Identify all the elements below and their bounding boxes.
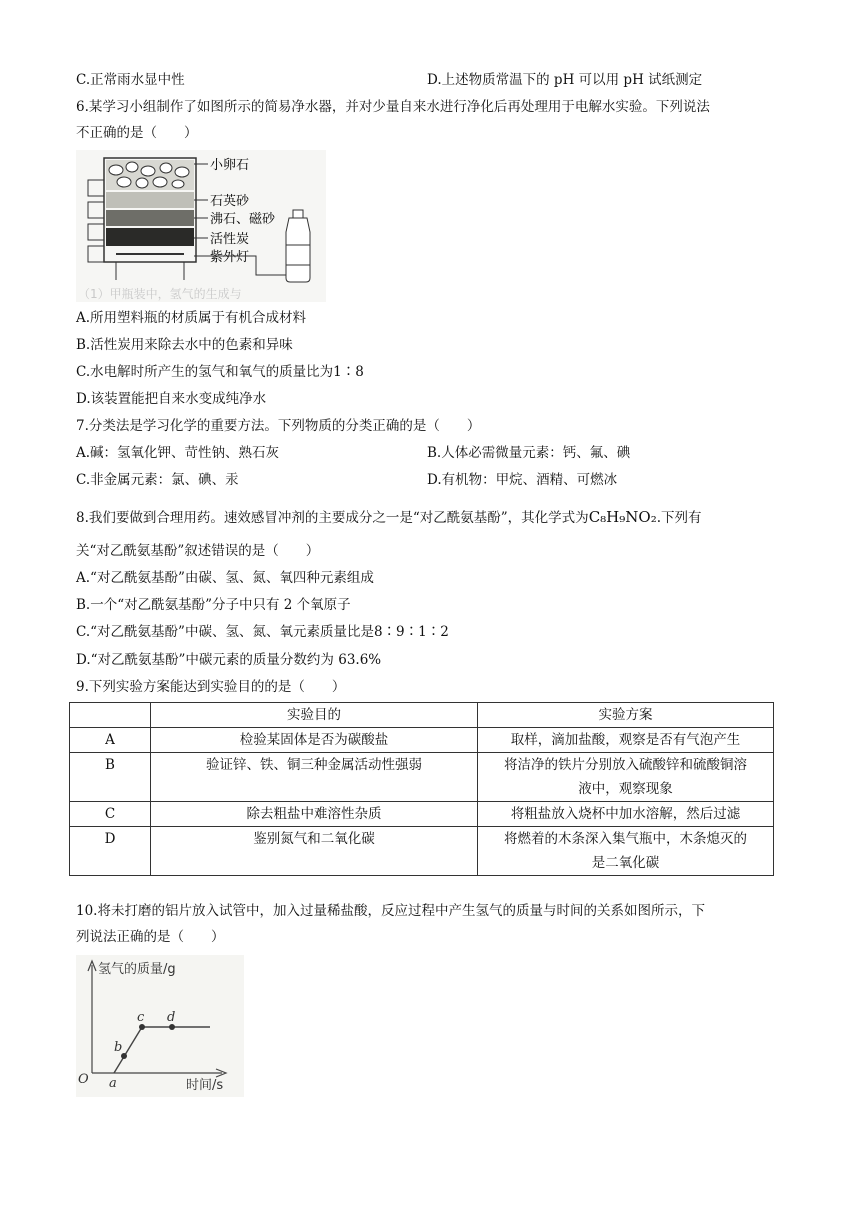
figure-watermark: （1）甲瓶装中，氢气的生成与 bbox=[78, 287, 242, 301]
row-purpose: 除去粗盐中难溶性杂质 bbox=[151, 802, 478, 827]
label-c: c bbox=[137, 1010, 145, 1025]
q7-stem: 7.分类法是学习化学的重要方法。下列物质的分类正确的是（ ） bbox=[76, 418, 481, 434]
q6-option-b: B.活性炭用来除去水中的色素和异味 bbox=[76, 337, 293, 353]
origin-label: O bbox=[78, 1072, 89, 1087]
q8-formula: C₈H₉NO₂ bbox=[588, 508, 657, 526]
q8-option-b: B.一个“对乙酰氨基酚”分子中只有 2 个氧原子 bbox=[76, 597, 351, 613]
water-purifier-figure bbox=[76, 150, 326, 302]
label-uv-lamp: 紫外灯 bbox=[210, 250, 250, 265]
label-activated-carbon: 活性炭 bbox=[210, 232, 250, 247]
q8-stem-text-b: .下列有 bbox=[656, 510, 702, 526]
label-a: a bbox=[109, 1076, 117, 1091]
q5-option-c: C.正常雨水显中性 bbox=[76, 72, 185, 88]
row-plan-line: 是二氧化碳 bbox=[591, 855, 660, 871]
row-label: C bbox=[70, 802, 151, 827]
y-axis-label: 氢气的质量/g bbox=[98, 962, 176, 977]
q9-stem: 9.下列实验方案能达到实验目的的是（ ） bbox=[76, 679, 346, 695]
table-header-label bbox=[70, 703, 151, 728]
q6-option-a: A.所用塑料瓶的材质属于有机合成材料 bbox=[76, 310, 307, 326]
q8-option-d: D.“对乙酰氨基酚”中碳元素的质量分数约为 63.6% bbox=[76, 652, 382, 668]
table-row bbox=[70, 802, 774, 827]
table-header-purpose: 实验目的 bbox=[151, 703, 478, 728]
plastic-bottle-icon bbox=[286, 210, 310, 282]
q7-option-a: A.碱：氢氧化钾、苛性钠、熟石灰 bbox=[76, 445, 280, 461]
table-row bbox=[70, 728, 774, 753]
q5-option-d: D.上述物质常温下的 pH 可以用 pH 试纸测定 bbox=[427, 72, 703, 88]
q6-stem-line2: 不正确的是（ ） bbox=[76, 125, 198, 141]
q6-option-d: D.该装置能把自来水变成纯净水 bbox=[76, 391, 267, 407]
label-d: d bbox=[167, 1010, 176, 1025]
q8-stem-line1 bbox=[76, 507, 702, 528]
table-header-row bbox=[70, 703, 774, 728]
row-plan bbox=[478, 827, 774, 876]
row-label: D bbox=[70, 827, 151, 876]
q10-stem-line1: 10.将未打磨的铝片放入试管中，加入过量稀盐酸，反应过程中产生氢气的质量与时间的关系如图所示，下 bbox=[76, 903, 705, 919]
row-label: A bbox=[70, 728, 151, 753]
label-pebbles: 小卵石 bbox=[210, 158, 250, 173]
q8-option-c: C.“对乙酰氨基酚”中碳、氢、氮、氧元素质量比是8∶9∶1∶2 bbox=[76, 624, 449, 640]
row-purpose: 检验某固体是否为碳酸盐 bbox=[151, 728, 478, 753]
row-plan-line: 将洁净的铁片分别放入硫酸锌和硫酸铜溶 bbox=[504, 757, 747, 773]
table-row bbox=[70, 827, 774, 876]
q6-option-c: C.水电解时所产生的氢气和氧气的质量比为1∶8 bbox=[76, 364, 364, 380]
label-quartz-sand: 石英砂 bbox=[210, 194, 250, 209]
label-zeolite: 沸石、磁砂 bbox=[210, 212, 276, 227]
row-plan: 将粗盐放入烧杯中加水溶解，然后过滤 bbox=[478, 802, 774, 827]
label-b: b bbox=[114, 1040, 123, 1055]
q10-stem-line2: 列说法正确的是（ ） bbox=[76, 929, 225, 945]
q7-option-b: B.人体必需微量元素：钙、氟、碘 bbox=[427, 445, 631, 461]
x-axis-label: 时间/s bbox=[186, 1078, 224, 1093]
hydrogen-mass-graph bbox=[76, 955, 244, 1097]
row-purpose: 验证锌、铁、铜三种金属活动性强弱 bbox=[151, 753, 478, 802]
q8-option-a: A.“对乙酰氨基酚”由碳、氢、氮、氧四种元素组成 bbox=[76, 570, 374, 586]
row-plan-line: 将燃着的木条深入集气瓶中，木条熄灭的 bbox=[504, 831, 747, 847]
row-label: B bbox=[70, 753, 151, 802]
table-row bbox=[70, 753, 774, 802]
q7-option-d: D.有机物：甲烷、酒精、可燃冰 bbox=[427, 472, 618, 488]
q8-stem-text-a: 8.我们要做到合理用药。速效感冒冲剂的主要成分之一是“对乙酰氨基酚”，其化学式为 bbox=[76, 510, 589, 526]
row-plan: 取样，滴加盐酸，观察是否有气泡产生 bbox=[478, 728, 774, 753]
q6-stem-line1: 6.某学习小组制作了如图所示的简易净水器，并对少量自来水进行净化后再处理用于电解水实验。下列说法 bbox=[76, 99, 710, 115]
experiment-table bbox=[69, 702, 774, 876]
row-purpose: 鉴别氮气和二氧化碳 bbox=[151, 827, 478, 876]
q8-stem-line2: 关“对乙酰氨基酚”叙述错误的是（ ） bbox=[76, 543, 320, 559]
q7-option-c: C.非金属元素：氯、碘、汞 bbox=[76, 472, 239, 488]
table-header-plan: 实验方案 bbox=[478, 703, 774, 728]
row-plan-line: 液中，观察现象 bbox=[578, 781, 673, 797]
row-plan bbox=[478, 753, 774, 802]
